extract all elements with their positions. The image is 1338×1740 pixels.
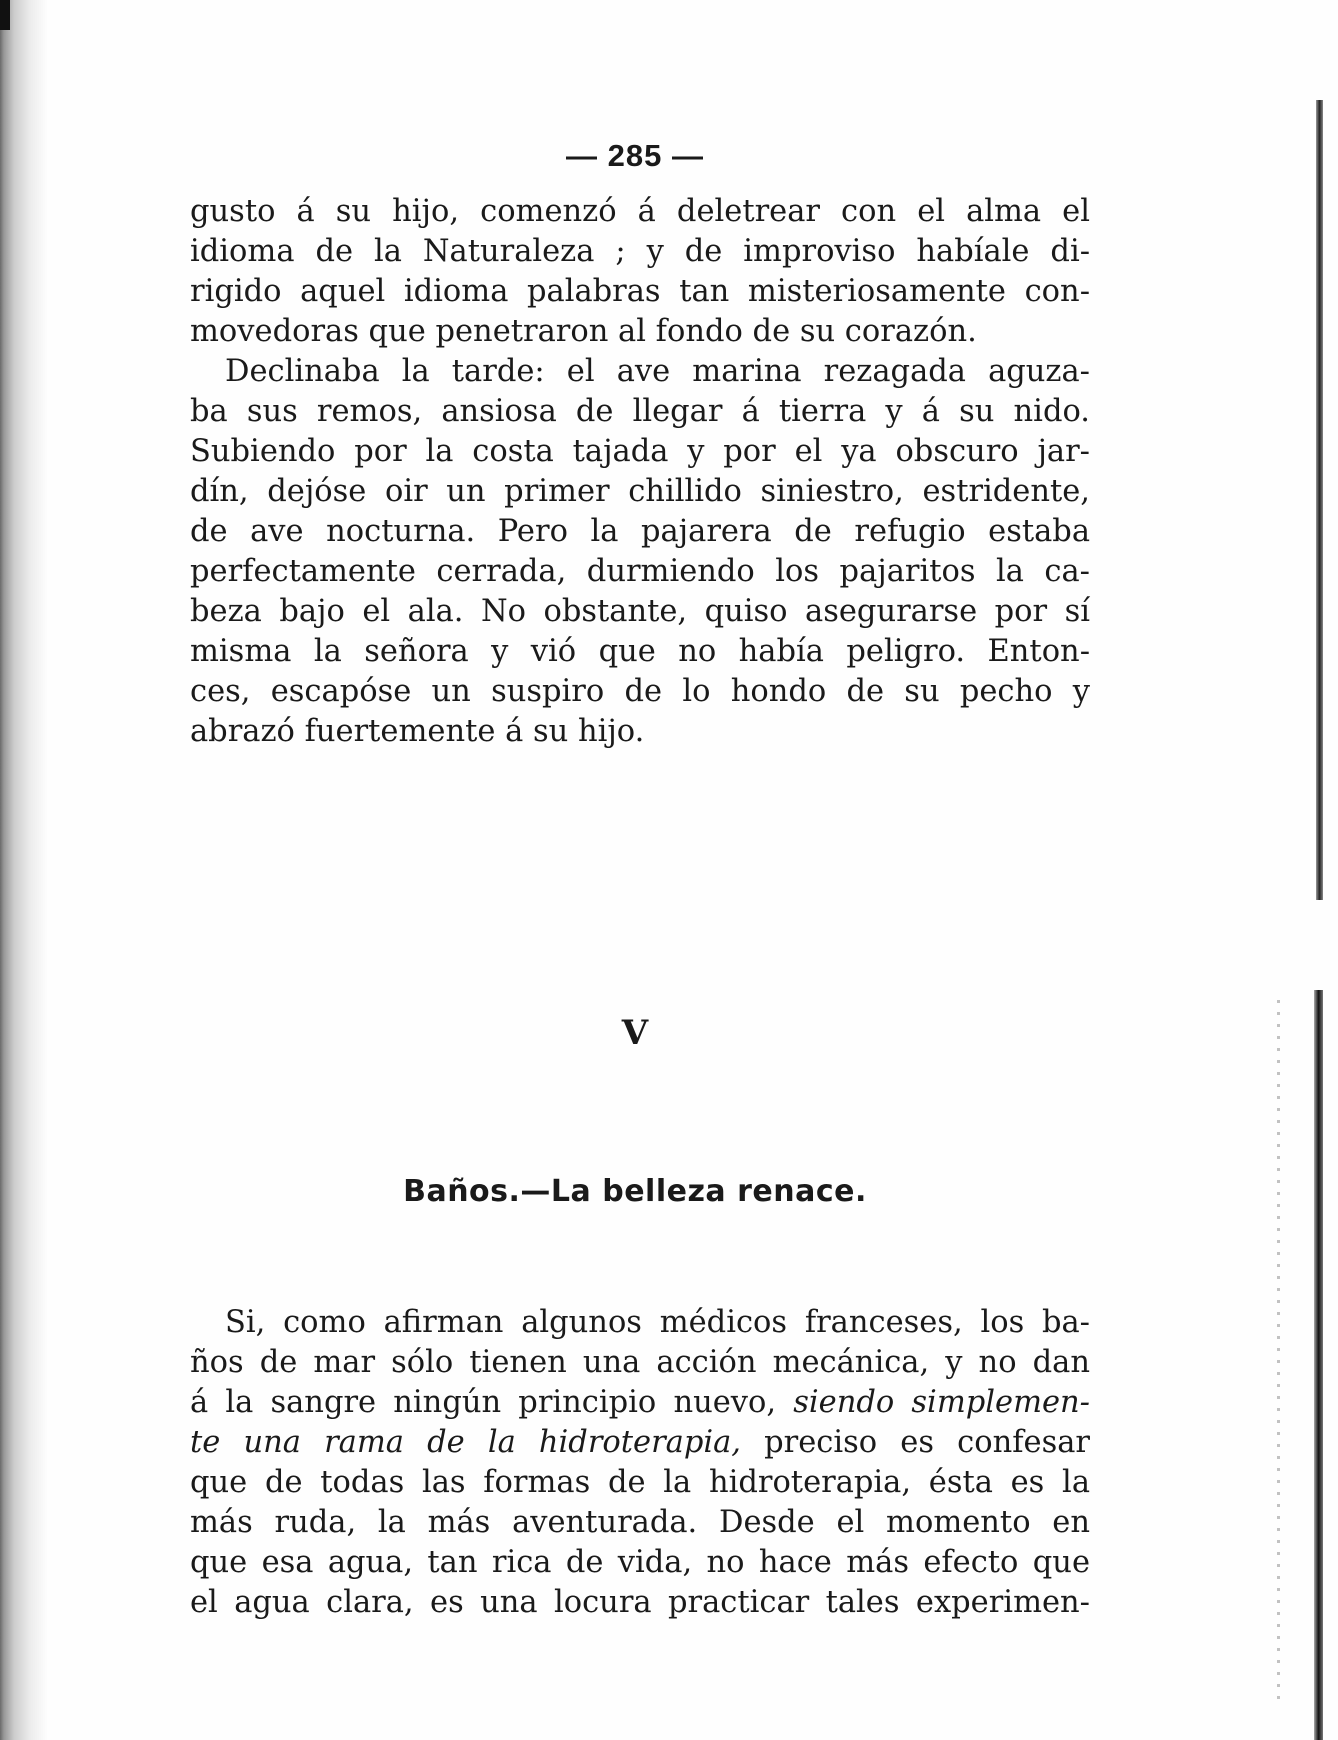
- text-line: ba sus remos, ansiosa de llegar á tierra y á su nido.: [190, 394, 1090, 429]
- text-run: preciso es confesar: [741, 1425, 1090, 1460]
- text-line: Declinaba la tarde: el ave marina rezagada aguza-: [225, 354, 1090, 389]
- section-title: Baños.—La belleza renace.: [403, 1174, 867, 1209]
- left-page-corner-mark: [0, 0, 10, 30]
- text-line: el agua clara, es una locura practicar tales experimen-: [190, 1585, 1090, 1620]
- text-line: ces, escapóse un suspiro de lo hondo de su pecho y: [190, 674, 1090, 709]
- italic-run: te una rama de la hidroterapia,: [190, 1425, 741, 1460]
- text-line: rigido aquel idioma palabras tan misteriosamente con-: [190, 274, 1090, 309]
- paragraph-block-top: [190, 192, 1090, 752]
- right-page-edge-specks: [1277, 1000, 1280, 1700]
- text-line: de ave nocturna. Pero la pajarera de refugio estaba: [190, 514, 1090, 549]
- text-line: gusto á su hijo, comenzó á deletrear con el alma el: [190, 194, 1090, 229]
- left-page-edge-shadow: [0, 0, 48, 1740]
- text-line: que esa agua, tan rica de vida, no hace más efecto que: [190, 1545, 1090, 1580]
- text-line: misma la señora y vió que no había peligro. Enton-: [190, 634, 1090, 669]
- right-page-edge-upper: [1316, 100, 1323, 900]
- paragraph-block-bottom: [190, 1303, 1090, 1623]
- right-page-edge-lower: [1314, 990, 1323, 1740]
- text-line: beza bajo el ala. No obstante, quiso asegurarse por sí: [190, 594, 1090, 629]
- text-line: Subiendo por la costa tajada y por el ya obscuro jar-: [190, 434, 1090, 469]
- text-line: perfectamente cerrada, durmiendo los pajaritos la ca-: [190, 554, 1090, 589]
- text-line: Si, como afirman algunos médicos franceses, los ba-: [225, 1305, 1090, 1340]
- text-line: [190, 1423, 1090, 1463]
- text-line: idioma de la Naturaleza ; y de improviso habíale di-: [190, 234, 1090, 269]
- text-line: dín, dejóse oir un primer chillido siniestro, estridente,: [190, 474, 1090, 509]
- text-line: más ruda, la más aventurada. Desde el momento en: [190, 1505, 1090, 1540]
- text-line: [190, 1383, 1090, 1423]
- text-line: que de todas las formas de la hidroterapia, ésta es la: [190, 1465, 1090, 1500]
- text-line: movedoras que penetraron al fondo de su corazón.: [190, 314, 977, 349]
- text-line: ños de mar sólo tienen una acción mecánica, y no dan: [190, 1345, 1090, 1380]
- text-line: abrazó fuertemente á su hijo.: [190, 714, 645, 749]
- page-number: — 285 —: [566, 138, 704, 173]
- section-number: V: [621, 1013, 649, 1053]
- text-run: á la sangre ningún principio nuevo,: [190, 1385, 794, 1420]
- italic-run: siendo simplemen-: [793, 1385, 1090, 1420]
